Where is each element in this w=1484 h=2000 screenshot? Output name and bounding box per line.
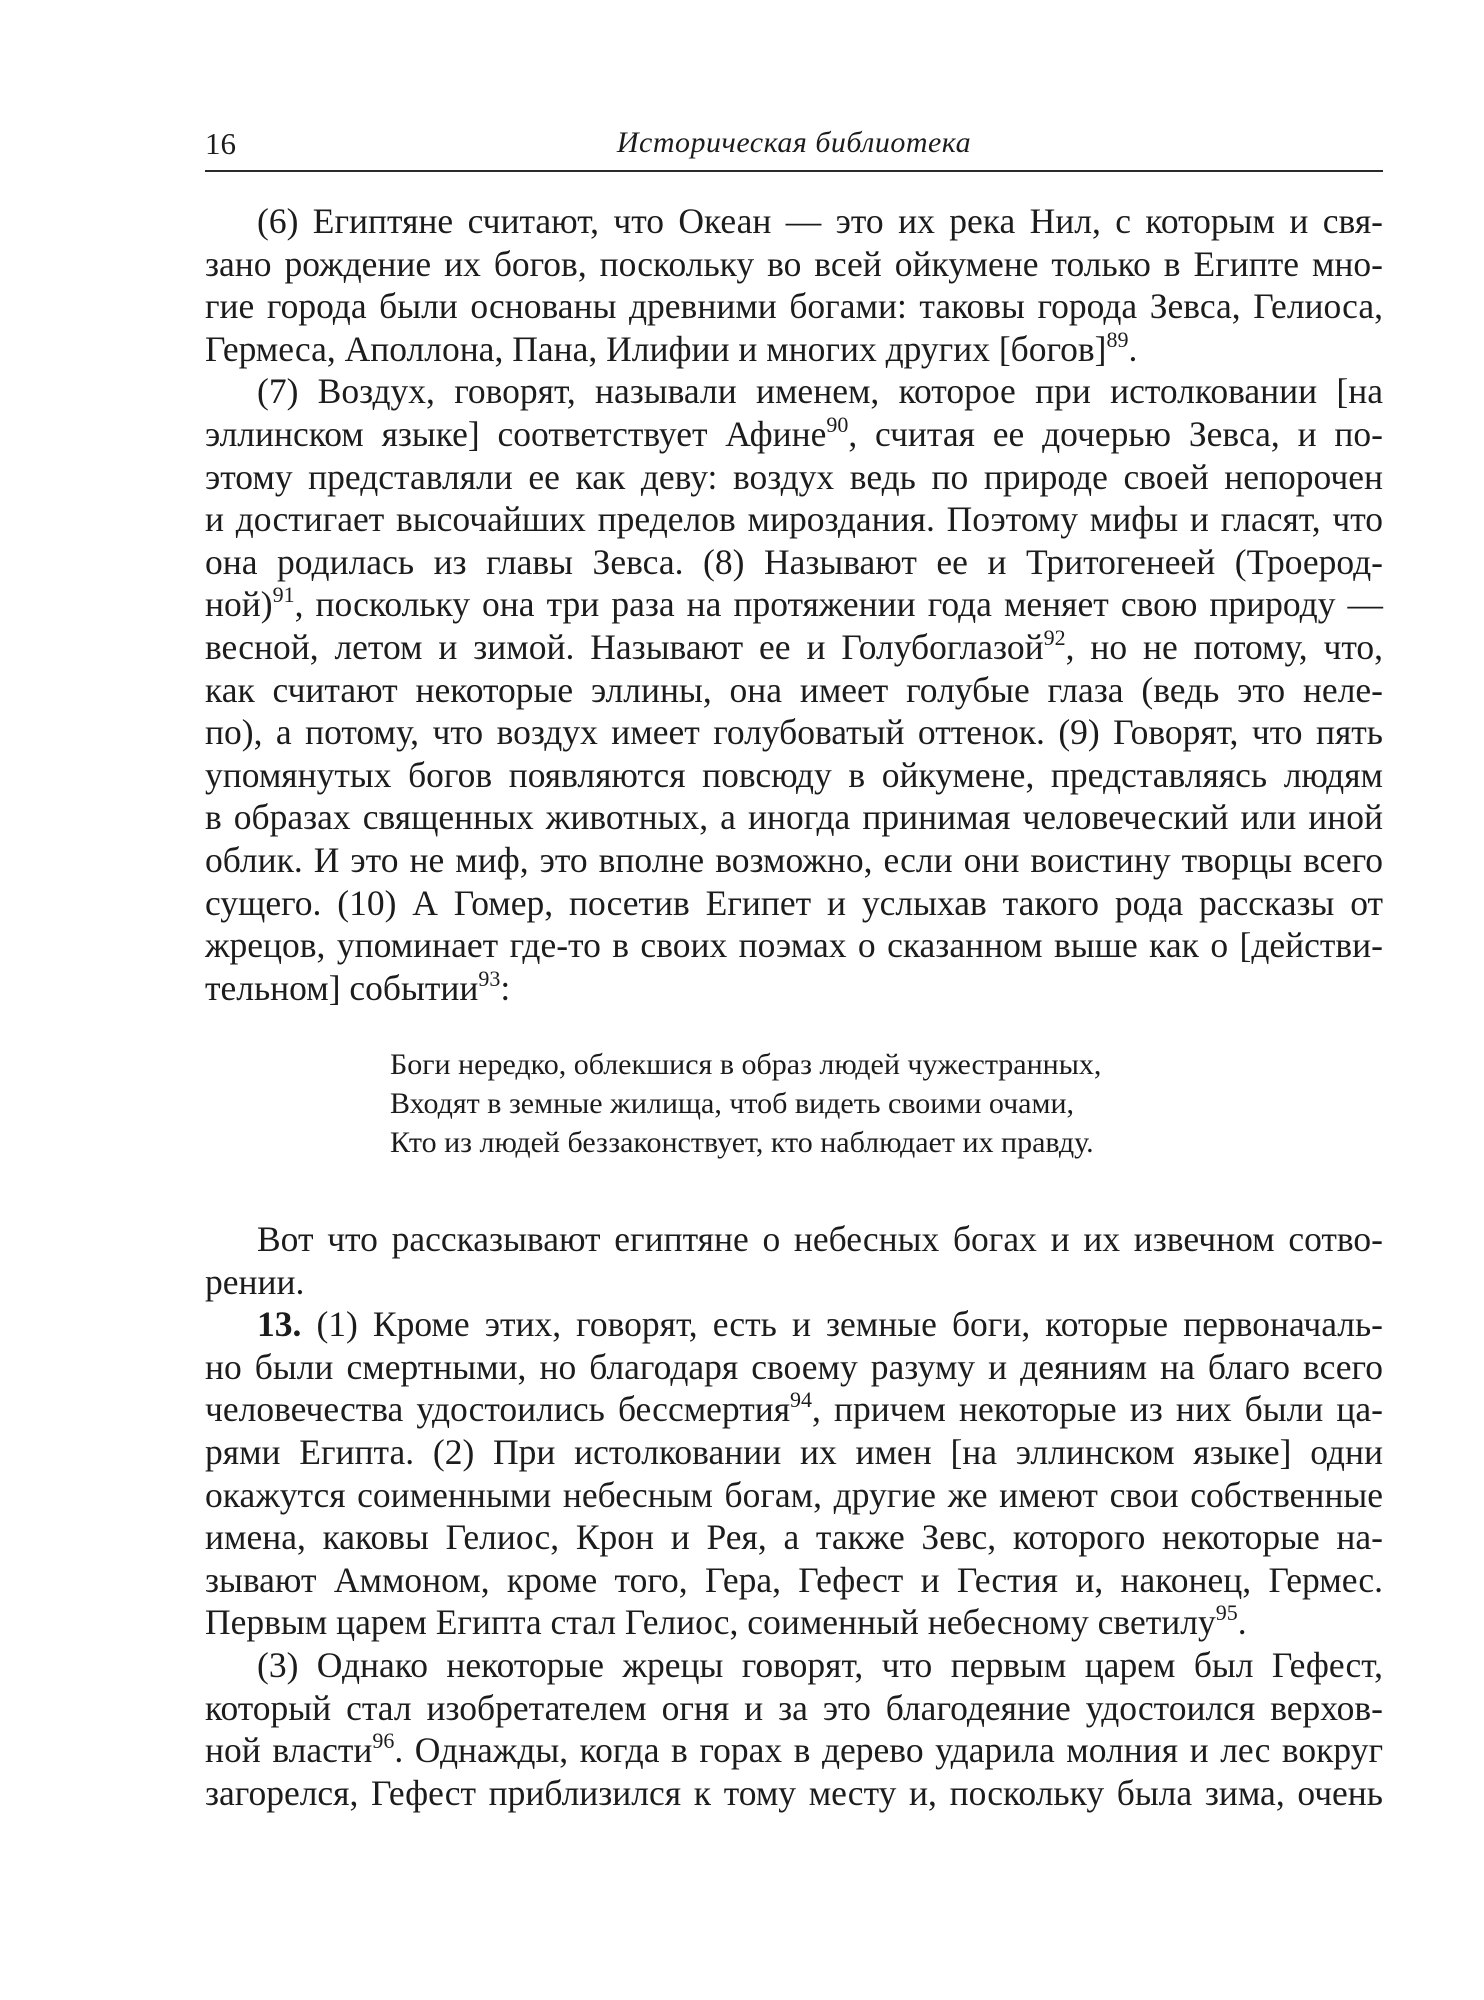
line-text: жрецов, упоминает где-то в своих поэмах о сказанном выше как о [действи- bbox=[205, 925, 1383, 966]
line-text: сущего. (10) А Гомер, посетив Египет и услыхав такого рода рассказы от bbox=[205, 882, 1383, 923]
text-line bbox=[205, 839, 1383, 882]
line-text: как считают некоторые эллины, она имеет голубые глаза (ведь это неле- bbox=[205, 669, 1383, 710]
line-text: (7) Воздух, говорят, называли именем, которое при истолковании [на bbox=[257, 371, 1383, 412]
poem-line: Кто из людей беззаконствует, кто наблюдает их правду. bbox=[390, 1126, 1094, 1159]
poem-line: Боги нередко, облекшися в образ людей чужестранных, bbox=[390, 1048, 1102, 1081]
footnote-ref: 95 bbox=[1215, 1600, 1238, 1626]
line-text: Первым царем Египта стал Гелиос, соименный небесному светилу bbox=[205, 1602, 1216, 1643]
line-text-after: , но не потому, что, bbox=[1065, 626, 1384, 667]
body-text-top bbox=[205, 200, 1383, 1009]
text-line bbox=[205, 1346, 1383, 1389]
text-line bbox=[205, 1516, 1383, 1559]
page-header bbox=[205, 122, 1383, 172]
line-text-after: : bbox=[500, 967, 511, 1008]
text-line bbox=[205, 1261, 1383, 1304]
footnote-ref: 94 bbox=[790, 1387, 813, 1413]
line-text: тельном] событии bbox=[205, 967, 479, 1008]
running-title: Историческая библиотека bbox=[616, 126, 972, 159]
line-text: (6) Египтяне считают, что Океан — это их река Нил, с которым и свя- bbox=[257, 201, 1383, 241]
line-text: ной власти bbox=[205, 1730, 373, 1771]
line-text: Гермеса, Аполлона, Пана, Илифии и многих других [богов] bbox=[205, 328, 1107, 369]
text-line bbox=[205, 882, 1383, 925]
footnote-ref: 96 bbox=[372, 1728, 395, 1754]
line-text-after: , причем некоторые из них были ца- bbox=[812, 1389, 1383, 1430]
line-text: эллинском языке] соответствует Афине bbox=[205, 413, 827, 454]
text-line bbox=[205, 1303, 1383, 1346]
text-line bbox=[205, 1559, 1383, 1602]
text-line bbox=[205, 1218, 1383, 1261]
text-line bbox=[205, 498, 1383, 541]
text-line bbox=[205, 583, 1383, 626]
line-text-after: , считая ее дочерью Зевса, и по- bbox=[848, 413, 1383, 454]
line-text: облик. И это не миф, это вполне возможно, если они воистину творцы всего bbox=[205, 839, 1383, 880]
text-line bbox=[205, 1431, 1383, 1474]
line-text: (3) Однако некоторые жрецы говорят, что первым царем был Гефест, bbox=[257, 1644, 1383, 1685]
text-line bbox=[205, 796, 1383, 839]
text-line bbox=[205, 285, 1383, 328]
footnote-ref: 92 bbox=[1043, 624, 1066, 650]
line-text: она родилась из главы Зевса. (8) Называют ее и Тритогенеей (Троерод- bbox=[205, 541, 1383, 582]
line-text: упомянутых богов появляются повсюду в ойкумене, представляясь людям bbox=[205, 754, 1383, 795]
text-line bbox=[205, 243, 1383, 286]
poem-line: Входят в земные жилища, чтоб видеть своими очами, bbox=[390, 1087, 1075, 1120]
line-text: по), а потому, что воздух имеет голубоватый оттенок. (9) Говорят, что пять bbox=[205, 712, 1383, 753]
footnote-ref: 91 bbox=[272, 582, 295, 608]
body-text-bottom bbox=[205, 1218, 1383, 1814]
text-line bbox=[205, 456, 1383, 499]
footnote-ref: 90 bbox=[826, 411, 849, 437]
line-text: рями Египта. (2) При истолковании их имен [на эллинском языке] одни bbox=[205, 1431, 1383, 1472]
text-line bbox=[205, 1644, 1383, 1687]
text-line bbox=[205, 541, 1383, 584]
line-text: человечества удостоились бессмертия bbox=[205, 1389, 791, 1430]
text-line bbox=[205, 1388, 1383, 1431]
line-text: Вот что рассказывают египтяне о небесных богах и их извечном сотво- bbox=[257, 1219, 1383, 1259]
line-text: который стал изобретателем огня и за это благодеяние удостоился верхов- bbox=[205, 1687, 1383, 1728]
line-text: зано рождение их богов, поскольку во всей ойкумене только в Египте мно- bbox=[205, 243, 1383, 284]
text-line bbox=[205, 967, 1383, 1010]
text-line bbox=[205, 1687, 1383, 1730]
line-text: загорелся, Гефест приблизился к тому месту и, поскольку была зима, очень bbox=[205, 1772, 1383, 1813]
text-line bbox=[205, 1601, 1383, 1644]
line-text-after: . Однажды, когда в горах в дерево ударила молния и лес вокруг bbox=[394, 1730, 1384, 1771]
text-line bbox=[205, 1772, 1383, 1815]
text-line bbox=[205, 1474, 1383, 1517]
line-text-after: . bbox=[1237, 1602, 1247, 1643]
text-line bbox=[205, 924, 1383, 967]
text-line bbox=[205, 754, 1383, 797]
line-text: этому представляли ее как деву: воздух ведь по природе своей непорочен bbox=[205, 456, 1383, 497]
line-text: ной) bbox=[205, 584, 273, 625]
poem-quote bbox=[390, 1045, 1290, 1162]
text-line bbox=[205, 328, 1383, 371]
line-text: гие города были основаны древними богами: таковы города Зевса, Гелиоса, bbox=[205, 286, 1383, 327]
text-line bbox=[205, 413, 1383, 456]
line-text-after: , поскольку она три раза на протяжении года меняет свою природу — bbox=[294, 584, 1383, 625]
footnote-ref: 89 bbox=[1106, 326, 1129, 352]
line-text: зывают Аммоном, кроме того, Гера, Гефест и Гестия и, наконец, Гермес. bbox=[205, 1559, 1383, 1600]
footnote-ref: 93 bbox=[478, 965, 501, 991]
line-text: и достигает высочайших пределов мироздания. Поэтому мифы и гласят, что bbox=[205, 499, 1383, 540]
line-text-after: . bbox=[1128, 328, 1138, 369]
line-text: в образах священных животных, а иногда принимая человеческий или иной bbox=[205, 797, 1383, 838]
text-line bbox=[205, 711, 1383, 754]
line-text: окажутся соименными небесным богам, другие же имеют свои собственные bbox=[205, 1474, 1383, 1515]
page-number: 16 bbox=[205, 126, 236, 161]
line-text: но были смертными, но благодаря своему разуму и деяниям на благо всего bbox=[205, 1346, 1383, 1387]
text-line bbox=[205, 200, 1383, 243]
chapter-number: 13. bbox=[257, 1304, 302, 1345]
text-line bbox=[205, 370, 1383, 413]
line-text: имена, каковы Гелиос, Крон и Рея, а также Зевс, которого некоторые на- bbox=[205, 1517, 1383, 1558]
text-line bbox=[205, 626, 1383, 669]
text-line bbox=[205, 669, 1383, 712]
text-line bbox=[205, 1729, 1383, 1772]
line-text: рении. bbox=[205, 1261, 305, 1302]
line-text: весной, летом и зимой. Называют ее и Голубоглазой bbox=[205, 626, 1044, 667]
line-text: (1) Кроме этих, говорят, есть и земные боги, которые первоначаль- bbox=[301, 1304, 1383, 1345]
